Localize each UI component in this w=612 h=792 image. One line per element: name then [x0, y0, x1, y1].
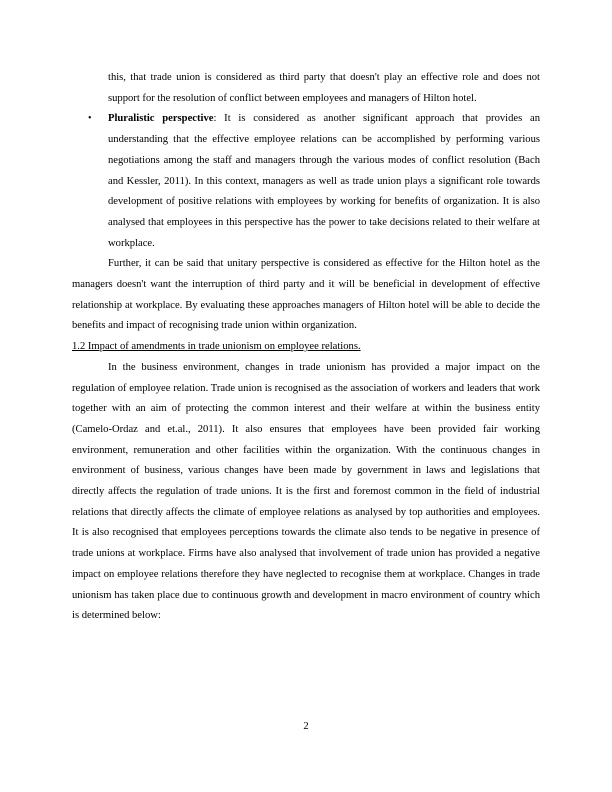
- bullet-text: : It is considered as another significant approach that provides an understanding that the effective employee relations can be accomplished by performing various negotiations among the staff and managers through the various modes of conflict resolution (Bach and Kessler, 2011). In this context, managers as well as trade union plays a significant role towards development of positive relations with employees by working for benefits of organization. It is also analysed that employees in this perspective has the power to take decisions related to their welfare at workplace.: [108, 113, 540, 249]
- section-paragraph: In the business environment, changes in trade unionism has provided a major impact on the regulation of employee relation. Trade union is recognised as the association of workers and leaders that work together with an aim of protecting the common interest and their welfare at within the business entity (Camelo-Ordaz and et.al., 2011). It also ensures that employees have been provided fair working environment, remuneration and other facilities within the organization. With the continuous changes in environment of business, various changes have been made by government in laws and legislations that directly affects the regulation of trade unions. It is the first and foremost common in the field of industrial relations that directly affects the climate of employee relations as analysed by top authorities and employees. It is also recognised that employees perceptions towards the climate also tends to be negative in presence of trade unions at workplace. Firms have also analysed that involvement of trade union has provided a negative impact on employee relations therefore they have neglected to recognise them at workplace. Changes in trade unionism has taken place due to continuous growth and development in macro environment of country which is determined below:: [72, 361, 540, 622]
- bullet-term: Pluralistic perspective: [108, 113, 214, 125]
- section-heading: 1.2 Impact of amendments in trade unionism on employee relations.: [72, 341, 361, 353]
- bullet-paragraph: [108, 109, 540, 254]
- bullet-item-pluralistic: [72, 109, 540, 254]
- page-number: 2: [303, 721, 309, 732]
- continuation-paragraph: this, that trade union is considered as third party that doesn't play an effective role and does not support for the resolution of conflict between employees and managers of Hilton hotel.: [108, 72, 540, 104]
- conclusion-paragraph: Further, it can be said that unitary perspective is considered as effective for the Hilton hotel as the managers doesn't want the interruption of third party and it will be beneficial in development of effective relationship at workplace. By evaluating these approaches managers of Hilton hotel will be able to decide the benefits and impact of recognising trade union within organization.: [72, 258, 540, 332]
- bullet-icon: •: [88, 113, 92, 125]
- document-body: [72, 68, 540, 627]
